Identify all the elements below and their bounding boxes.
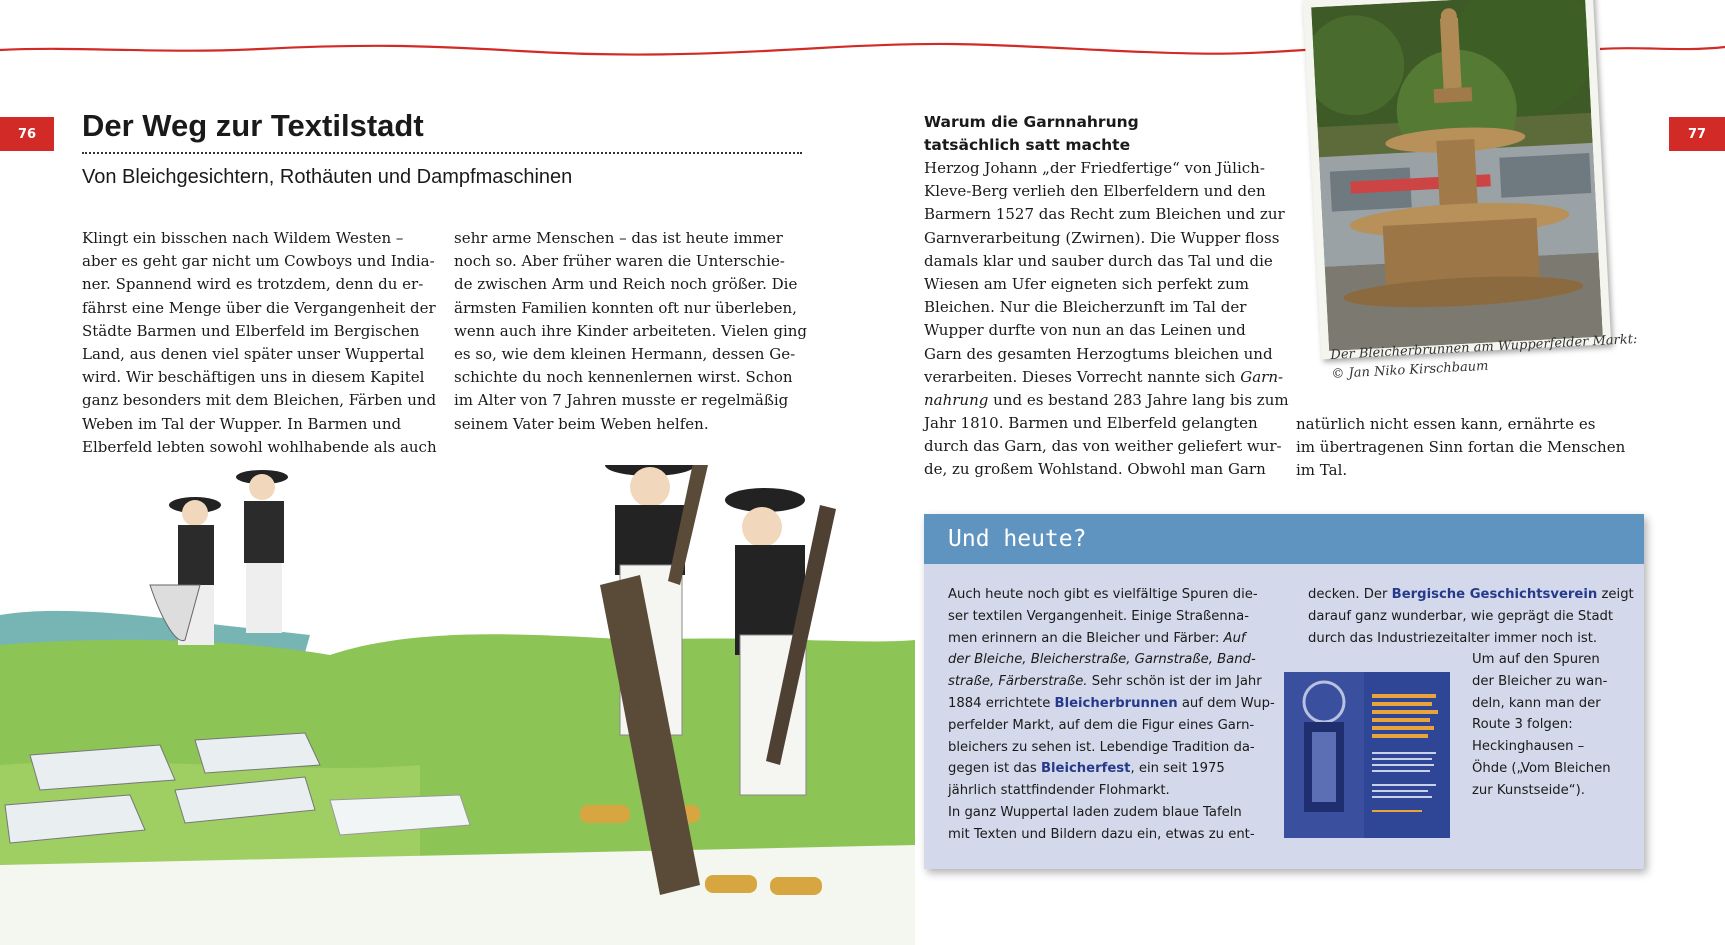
text-line: Bleichen. Nur die Bleicherzunft im Tal der xyxy=(924,298,1247,317)
text-line: schichte du noch kennenlernen wirst. Schon xyxy=(454,368,793,387)
text-line: Klingt ein bisschen nach Wildem Westen – xyxy=(82,229,404,247)
text-line: ärmsten Familien konnten oft nur überleben, xyxy=(454,298,797,317)
text-line: durch das Garn, das von weither geliefert wur- xyxy=(924,437,1282,456)
info-box-side-column xyxy=(1472,649,1632,802)
info-box-right-column xyxy=(1308,584,1634,649)
text-line: Route 3 folgen: xyxy=(1472,717,1573,733)
text-line: Städte Barmen und Elberfeld im Bergischen xyxy=(82,321,420,340)
text-line: seinem Vater beim Weben helfen. xyxy=(454,414,709,433)
text-line: der Bleicher zu wan- xyxy=(1472,673,1608,689)
text-line: noch so. Aber früher waren die Unterschie- xyxy=(454,252,785,271)
text-line: decken. Der Bergische Geschichtsverein zeigt xyxy=(1308,587,1634,602)
chapter-subtitle: Von Bleichgesichtern, Rothäuten und Dampfmaschinen xyxy=(82,166,573,188)
text-line: men erinnern an die Bleicher und Färber: Auf xyxy=(948,630,1246,646)
text-line: Wiesen am Ufer eigneten sich perfekt zum xyxy=(924,274,1249,293)
text-line: Öhde („Vom Bleichen xyxy=(1472,760,1611,776)
text-line: de, zu großem Wohlstand. Obwohl man Garn xyxy=(924,460,1266,479)
text-line: wird. Wir beschäftigen uns in diesem Kapitel xyxy=(82,368,425,387)
text-column-2 xyxy=(454,227,814,436)
text-line: zur Kunstseide“). xyxy=(1472,782,1585,798)
section-heading: Warum die Garnnahrung tatsächlich satt machte xyxy=(924,113,1139,154)
text-line: Elberfeld lebten sowohl wohlhabende als auch xyxy=(82,437,437,456)
bleachers-illustration xyxy=(0,465,915,945)
text-line: Jahr 1810. Barmen und Elberfeld gelangten xyxy=(924,414,1258,433)
text-line: deln, kann man der xyxy=(1472,695,1601,711)
text-column-3 xyxy=(924,111,1289,482)
text-line: straße, Färberstraße. Sehr schön ist der im Jahr xyxy=(948,674,1262,690)
plaque-photo xyxy=(1284,672,1450,838)
photo-caption: Der Bleicherbrunnen am Wupperfelder Markt: © Jan Niko Kirschbaum xyxy=(1330,331,1638,382)
text-line: sehr arme Menschen – das ist heute immer xyxy=(454,229,783,247)
text-line: Wupper durfte von nun an das Leinen und xyxy=(924,321,1246,340)
title-divider xyxy=(82,152,802,154)
text-line: 1884 errichtete Bleicherbrunnen auf dem Wup- xyxy=(948,695,1275,711)
text-line: Weben im Tal der Wupper. In Barmen und xyxy=(82,414,402,433)
text-line: Auch heute noch gibt es vielfältige Spuren die- xyxy=(948,587,1258,602)
text-line: aber es geht gar nicht um Cowboys und India- xyxy=(82,252,435,271)
text-line: ser textilen Vergangenheit. Einige Straßenna- xyxy=(948,608,1249,624)
text-line: verarbeiten. Dieses Vorrecht nannte sich Garn- xyxy=(924,367,1284,386)
chapter-title: Der Weg zur Textilstadt xyxy=(82,108,424,143)
blue-plaque-image xyxy=(1284,672,1450,838)
text-line: durch das Industriezeitalter immer noch ist. xyxy=(1308,630,1598,646)
text-line: jährlich stattfindender Flohmarkt. xyxy=(948,783,1170,799)
text-line: im Tal. xyxy=(1296,461,1348,480)
text-column-4 xyxy=(1296,413,1656,483)
text-column-1 xyxy=(82,227,442,459)
text-line: im Alter von 7 Jahren musste er regelmäßig xyxy=(454,391,789,410)
text-line: nahrung und es bestand 283 Jahre lang bis zum xyxy=(924,390,1289,409)
text-line: gegen ist das Bleicherfest, ein seit 1975 xyxy=(948,761,1225,777)
info-box-left-column xyxy=(948,584,1275,846)
text-line: der Bleiche, Bleicherstraße, Garnstraße, Band- xyxy=(948,652,1256,668)
text-line: Herzog Johann „der Friedfertige“ von Jülich- xyxy=(924,159,1265,177)
page-number-left: 76 xyxy=(0,117,54,151)
text-line: Garnverarbeitung (Zwirnen). Die Wupper floss xyxy=(924,228,1280,247)
text-line: natürlich nicht essen kann, ernährte es xyxy=(1296,415,1596,433)
text-line: ner. Spannend wird es trotzdem, denn du er- xyxy=(82,275,424,294)
fountain-photo xyxy=(1303,0,1611,359)
geschichtsverein-link[interactable]: Bergische Geschichtsverein xyxy=(1391,587,1598,602)
text-line: Land, aus denen viel später unser Wuppertal xyxy=(82,344,425,363)
text-line: es so, wie dem kleinen Hermann, dessen Ge- xyxy=(454,344,796,363)
text-line: bleichers zu sehen ist. Lebendige Tradition da- xyxy=(948,739,1255,755)
small-bleacher-figure xyxy=(236,470,288,633)
page-number-right: 77 xyxy=(1669,117,1725,151)
text-line: perfelder Markt, auf dem die Figur eines Garn- xyxy=(948,717,1255,733)
text-line: fährst eine Menge über die Vergangenheit der xyxy=(82,298,436,317)
text-line: Barmern 1527 das Recht zum Bleichen und zur xyxy=(924,205,1285,224)
text-line: In ganz Wuppertal laden zudem blaue Tafeln xyxy=(948,804,1242,820)
info-box-title: Und heute? xyxy=(948,526,1087,552)
text-line: mit Texten und Bildern dazu ein, etwas zu ent- xyxy=(948,826,1255,842)
text-line: Garn des gesamten Herzogtums bleichen und xyxy=(924,344,1273,363)
fountain-image xyxy=(1311,0,1603,351)
text-line: im übertragenen Sinn fortan die Menschen xyxy=(1296,438,1626,457)
text-line: ganz besonders mit dem Bleichen, Färben und xyxy=(82,391,437,410)
bleicherbrunnen-link[interactable]: Bleicherbrunnen xyxy=(1054,695,1178,711)
text-line: wenn auch ihre Kinder arbeiteten. Vielen ging xyxy=(454,321,807,340)
text-line: darauf ganz wunderbar, wie geprägt die Stadt xyxy=(1308,608,1614,624)
text-line: damals klar und sauber durch das Tal und die xyxy=(924,251,1273,270)
text-line: de zwischen Arm und Reich noch größer. Die xyxy=(454,275,798,294)
text-line: Um auf den Spuren xyxy=(1472,652,1600,667)
text-line: Heckinghausen – xyxy=(1472,739,1585,755)
text-line: Kleve-Berg verlieh den Elberfeldern und den xyxy=(924,182,1266,201)
bleicherfest-link[interactable]: Bleicherfest xyxy=(1040,761,1131,777)
